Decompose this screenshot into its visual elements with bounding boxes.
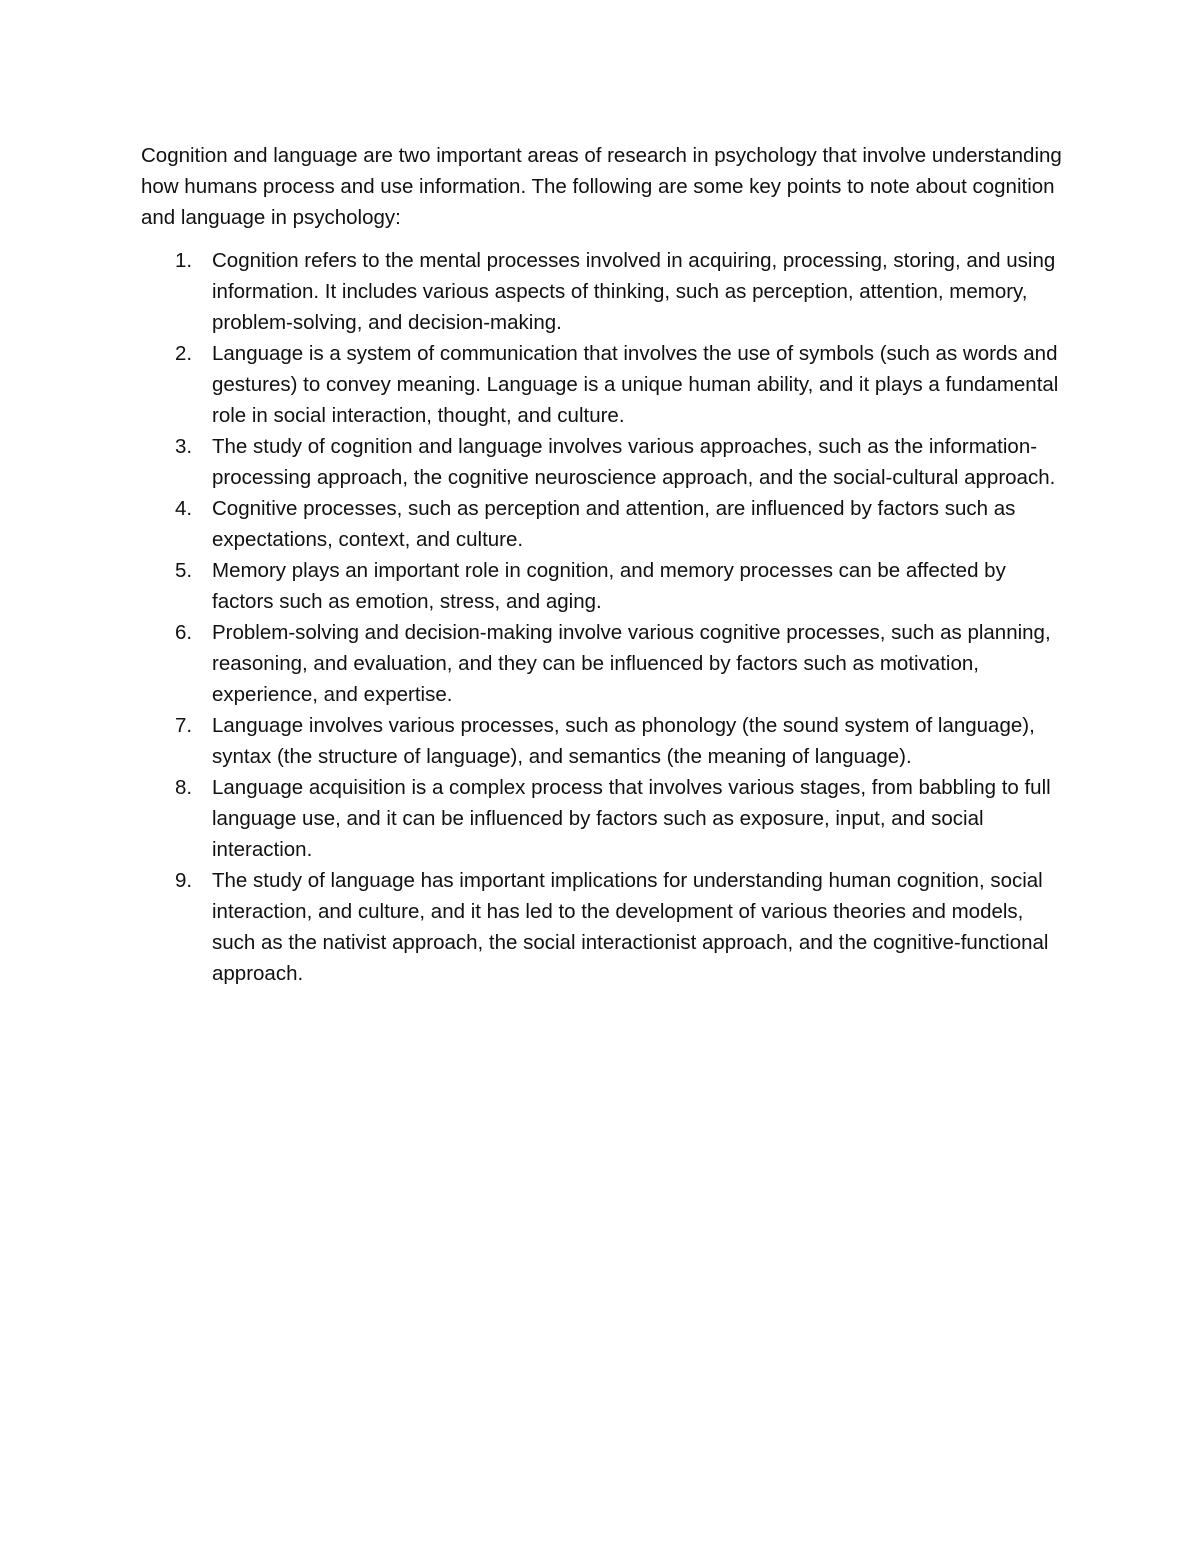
list-item-number: 5. [175,559,193,582]
list-item [141,245,1071,338]
list-item-text: The study of language has important implications for understanding human cognition, social interaction, and culture, and it has led to the development of various theories and models, such as the nativist approach, the social interactionist approach, and the cognitive-functional approach. [212,869,1049,985]
list-item-number: 8. [175,776,193,799]
list-item-text: Problem-solving and decision-making involve various cognitive processes, such as planning, reasoning, and evaluation, and they can be influenced by factors such as motivation, experience, and expertise. [212,621,1051,706]
document-body [141,140,1071,989]
list-item [141,710,1071,772]
list-item-text: Memory plays an important role in cognition, and memory processes can be affected by factors such as emotion, stress, and aging. [212,559,1006,613]
list-item-number: 9. [175,869,193,892]
key-points-list [141,245,1071,989]
list-item-text: Language involves various processes, such as phonology (the sound system of language), syntax (the structure of language), and semantics (the meaning of language). [212,714,1035,768]
list-item [141,431,1071,493]
list-item-number: 7. [175,714,193,737]
list-item [141,493,1071,555]
list-item-text: Language is a system of communication that involves the use of symbols (such as words and gestures) to convey meaning. Language is a unique human ability, and it plays a fundamental role in social interaction, thought, and culture. [212,342,1059,427]
list-item-number: 1. [175,249,193,272]
list-item-number: 3. [175,435,193,458]
list-item [141,865,1071,989]
list-item [141,338,1071,431]
list-item [141,772,1071,865]
list-item-number: 6. [175,621,193,644]
intro-paragraph: Cognition and language are two important areas of research in psychology that involve understanding how humans process and use information. The following are some key points to note about cognition and language in psychology: [141,144,1062,229]
list-item-number: 2. [175,342,193,365]
list-item-text: Language acquisition is a complex process that involves various stages, from babbling to full language use, and it can be influenced by factors such as exposure, input, and social interaction. [212,776,1051,861]
list-item-text: Cognition refers to the mental processes involved in acquiring, processing, storing, and using information. It includes various aspects of thinking, such as perception, attention, memory, problem-solving, and decision-making. [212,249,1056,334]
list-item-number: 4. [175,497,193,520]
list-item [141,617,1071,710]
list-item-text: The study of cognition and language involves various approaches, such as the information-processing approach, the cognitive neuroscience approach, and the social-cultural approach. [212,435,1056,489]
list-item [141,555,1071,617]
list-item-text: Cognitive processes, such as perception and attention, are influenced by factors such as expectations, context, and culture. [212,497,1016,551]
